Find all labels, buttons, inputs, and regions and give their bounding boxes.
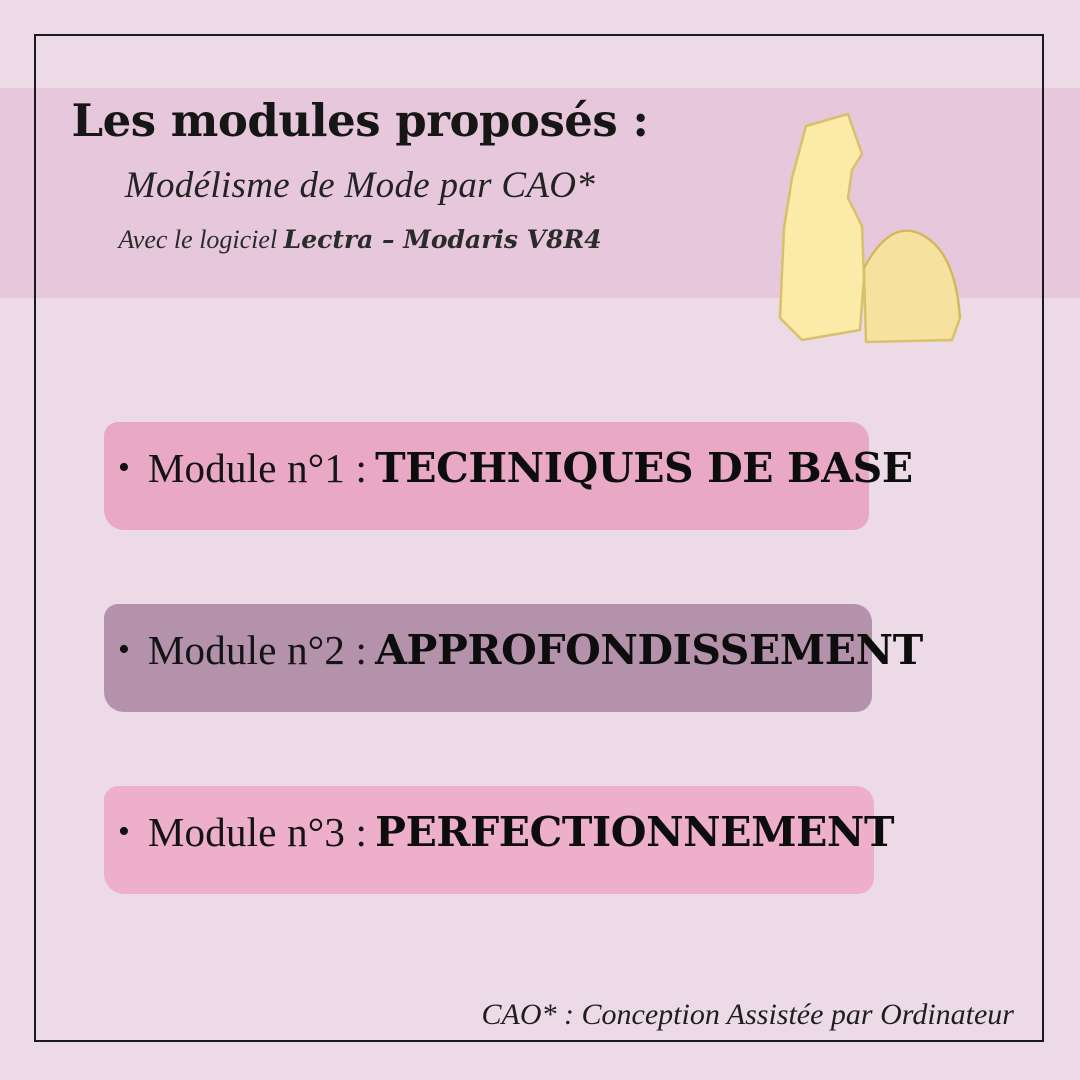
software-prefix: Avec le logiciel	[118, 224, 284, 254]
bullet-icon: •	[118, 631, 130, 668]
module-text	[118, 626, 923, 674]
software-line	[0, 225, 720, 255]
module-text	[118, 444, 913, 492]
list-item[interactable]	[0, 408, 1080, 590]
module-name: APPROFONDISSEMENT	[375, 626, 923, 674]
module-label: Module n°1 :	[147, 445, 368, 491]
module-name: TECHNIQUES DE BASE	[375, 444, 913, 492]
footnote: CAO* : Conception Assistée par Ordinateur	[481, 998, 1014, 1031]
modules-list	[0, 408, 1080, 954]
module-text	[118, 808, 894, 856]
module-name: PERFECTIONNEMENT	[375, 808, 895, 856]
bullet-icon: •	[118, 449, 130, 486]
software-name: Lectra – Modaris V8R4	[283, 224, 602, 254]
bullet-icon: •	[118, 813, 130, 850]
module-label: Module n°3 :	[147, 809, 368, 855]
page-title: Les modules proposés :	[71, 94, 649, 147]
module-label: Module n°2 :	[147, 627, 368, 673]
list-item[interactable]	[0, 590, 1080, 772]
title-block	[0, 96, 720, 255]
sewing-pattern-icon	[744, 108, 984, 368]
list-item[interactable]	[0, 772, 1080, 954]
page-subtitle: Modélisme de Mode par CAO*	[124, 164, 596, 206]
